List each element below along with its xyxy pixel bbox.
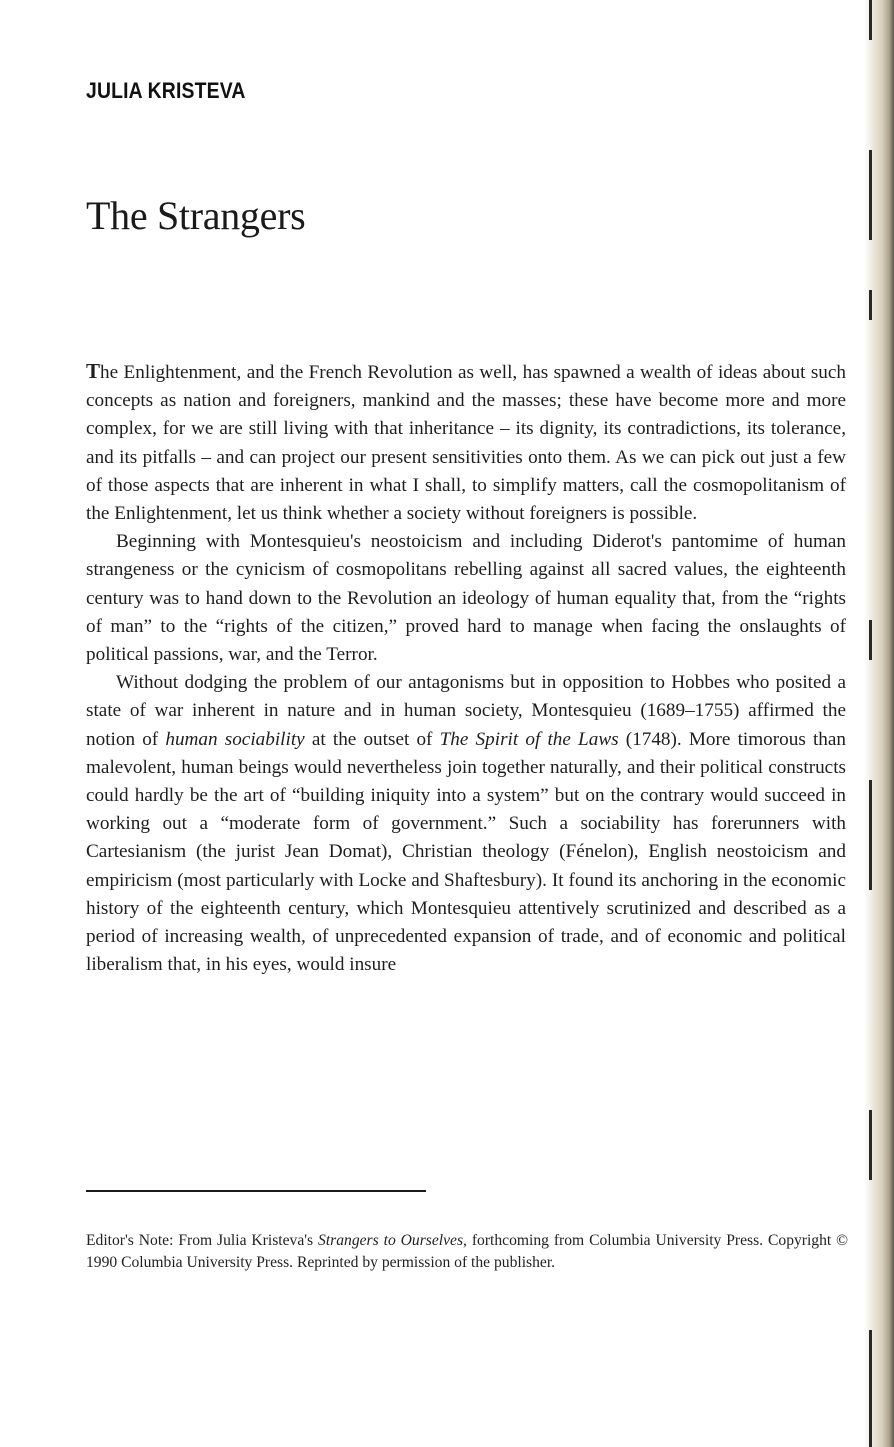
footnote-rule: [86, 1190, 426, 1192]
emphasis-text: human sociability: [165, 728, 305, 750]
paragraph-text: at the outset of: [304, 728, 440, 750]
editors-note: [86, 1230, 848, 1273]
facing-page-mark: [869, 1330, 872, 1447]
facing-page-mark: [869, 1110, 872, 1180]
book-title-text: The Spirit of the Laws: [439, 728, 619, 750]
chapter-title: The Strangers: [86, 193, 306, 238]
paragraph: Beginning with Montesquieu's neostoicism and including Diderot's pantomime of human strangeness or the cynicism of cosmopolitans rebelling against all sacred values, the eighteenth century was to hand down to the Revolution an ideology of human equality that, from the “rights of man” to the “rights of the citizen,” proved hard to manage when facing the onslaughts of political passions, war, and the Terror.: [86, 531, 846, 666]
drop-cap: T: [86, 359, 101, 383]
book-title-text: Strangers to Ourselves: [318, 1232, 464, 1249]
footnote-text: Editor's Note: From Julia Kristeva's: [86, 1232, 319, 1249]
footnote-text: , forthcoming from Columbia University Press. Copyright © 1990 Columbia University Press. Reprinted by permission of the publisher.: [86, 1232, 849, 1271]
facing-page-mark: [869, 620, 872, 660]
body-text: [86, 357, 846, 979]
paragraph: [86, 357, 846, 528]
paragraph-text: he Enlightenment, and the French Revolution as well, has spawned a wealth of ideas about such concepts as nation and foreigners, mankind and the masses; these have become more and more complex, for we are still living with that inheritance – its dignity, its contradictions, its tolerance, and its pitfalls – and can project our present sensitivities onto them. As we can pick out just a few of those aspects that are inherent in what I shall, to simplify matters, call the cosmopolitanism of the Enlightenment, let us think whether a society without foreigners is possible.: [86, 362, 846, 525]
facing-page-mark: [869, 780, 872, 890]
facing-page-mark: [869, 0, 872, 40]
facing-page-mark: [869, 290, 872, 320]
facing-page-mark: [869, 150, 872, 240]
paragraph: [86, 669, 846, 979]
paragraph-text: (1748). More timorous than malevolent, human beings would nevertheless join together naturally, and their political constructs could hardly be the art of “building iniquity into a system” but on the contrary would succeed in working out a “moderate form of government.” Such a sociability has forerunners with Cartesianism (the jurist Jean Domat), Christian theology (Fénelon), English neostoicism and empiricism (most particularly with Locke and Shaftesbury). It found its anchoring in the economic history of the eighteenth century, which Montesquieu attentively scrutinized and described as a period of increasing wealth, of unprecedented expansion of trade, and of economic and political liberalism that, in his eyes, would insure: [86, 728, 846, 976]
paragraph-text: Without dodging the problem of our antagonisms but in opposition to Hobbes who posited a state of war inherent in nature and in human society, Montesquieu (1689–1755) affirmed the notion of: [86, 672, 846, 750]
author-name: JULIA KRISTEVA: [86, 78, 246, 103]
